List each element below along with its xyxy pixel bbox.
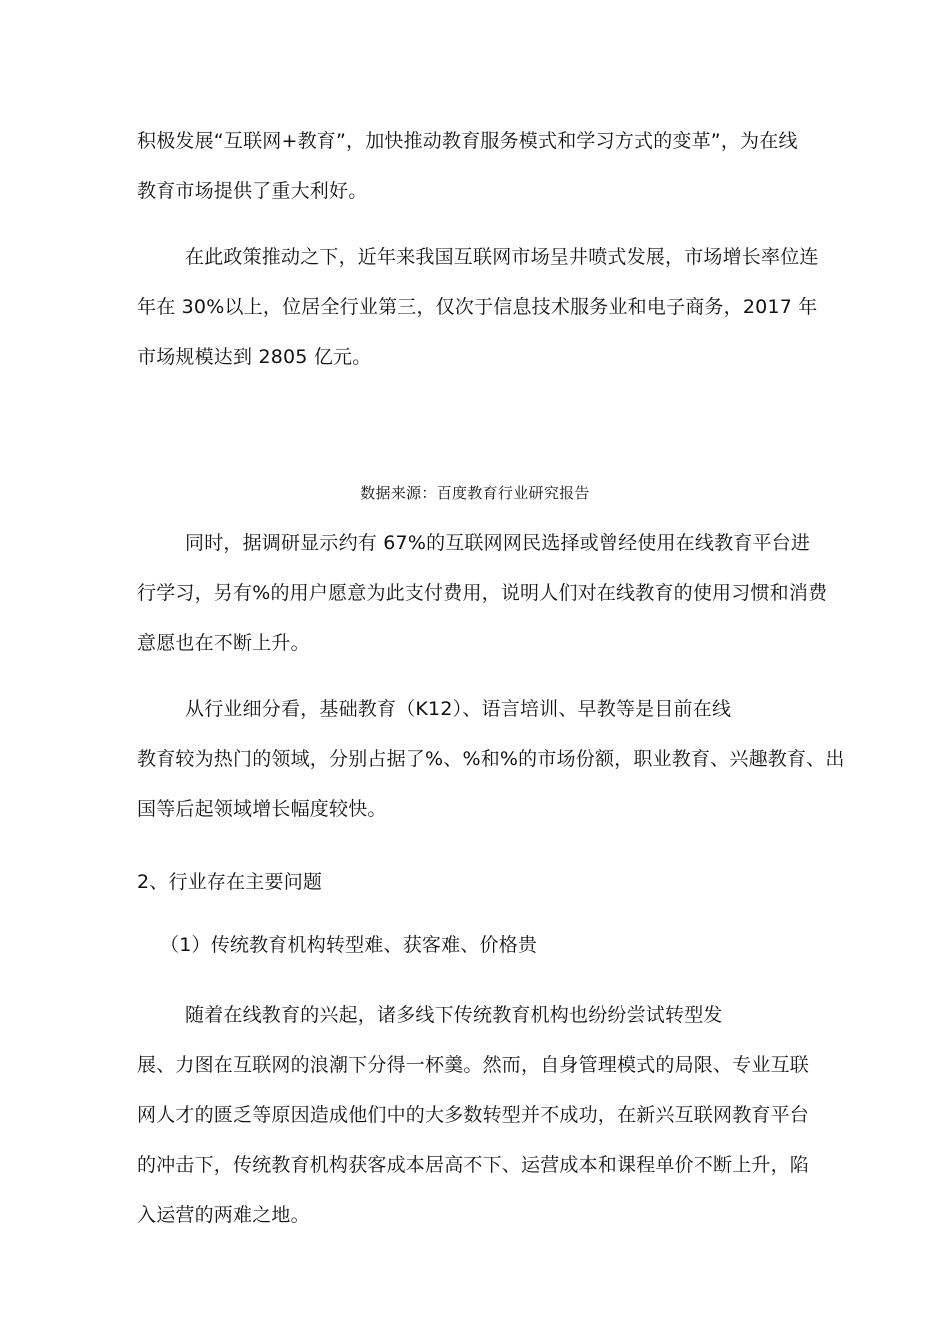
paragraph-4-line-1: 从行业细分看，基础教育（K12）、语言培训、早教等是目前在线 bbox=[185, 698, 732, 720]
paragraph-5-line-3: 网人才的匮乏等原因造成他们中的大多数转型并不成功，在新兴互联网教育平台 bbox=[137, 1104, 810, 1126]
paragraph-1-line-2: 教育市场提供了重大利好。 bbox=[137, 180, 368, 202]
paragraph-2-line-2: 年在 30%以上，位居全行业第三，仅次于信息技术服务业和电子商务，2017 年 bbox=[137, 296, 818, 318]
paragraph-3-line-2: 行学习，另有%的用户愿意为此支付费用，说明人们对在线教育的使用习惯和消费 bbox=[137, 582, 828, 604]
paragraph-2-line-3: 市场规模达到 2805 亿元。 bbox=[137, 346, 372, 368]
paragraph-3-line-3: 意愿也在不断上升。 bbox=[137, 632, 310, 654]
paragraph-1-line-1: 积极发展“互联网+教育”，加快推动教育服务模式和学习方式的变革”，为在线 bbox=[137, 130, 798, 152]
paragraph-4-line-2: 教育较为热门的领域，分别占据了%、%和%的市场份额，职业教育、兴趣教育、出 bbox=[137, 748, 845, 770]
paragraph-5-line-2: 展、力图在互联网的浪潮下分得一杯羹。然而，自身管理模式的局限、专业互联 bbox=[137, 1054, 810, 1076]
paragraph-3-line-1: 同时，据调研显示约有 67%的互联网网民选择或曾经使用在线教育平台进 bbox=[185, 532, 811, 554]
paragraph-5-line-5: 入运营的两难之地。 bbox=[137, 1204, 310, 1226]
data-source-caption: 数据来源：百度教育行业研究报告 bbox=[360, 484, 590, 502]
paragraph-5-line-4: 的冲击下，传统教育机构获客成本居高不下、运营成本和课程单价不断上升，陷 bbox=[137, 1154, 810, 1176]
paragraph-5-line-1: 随着在线教育的兴起，诸多线下传统教育机构也纷纷尝试转型发 bbox=[185, 1004, 723, 1026]
subsection-heading: （1）传统教育机构转型难、获客难、价格贵 bbox=[160, 934, 538, 956]
paragraph-4-line-3: 国等后起领域增长幅度较快。 bbox=[137, 798, 387, 820]
section-heading: 2、行业存在主要问题 bbox=[137, 871, 323, 893]
paragraph-2-line-1: 在此政策推动之下，近年来我国互联网市场呈井喷式发展，市场增长率位连 bbox=[185, 246, 819, 268]
